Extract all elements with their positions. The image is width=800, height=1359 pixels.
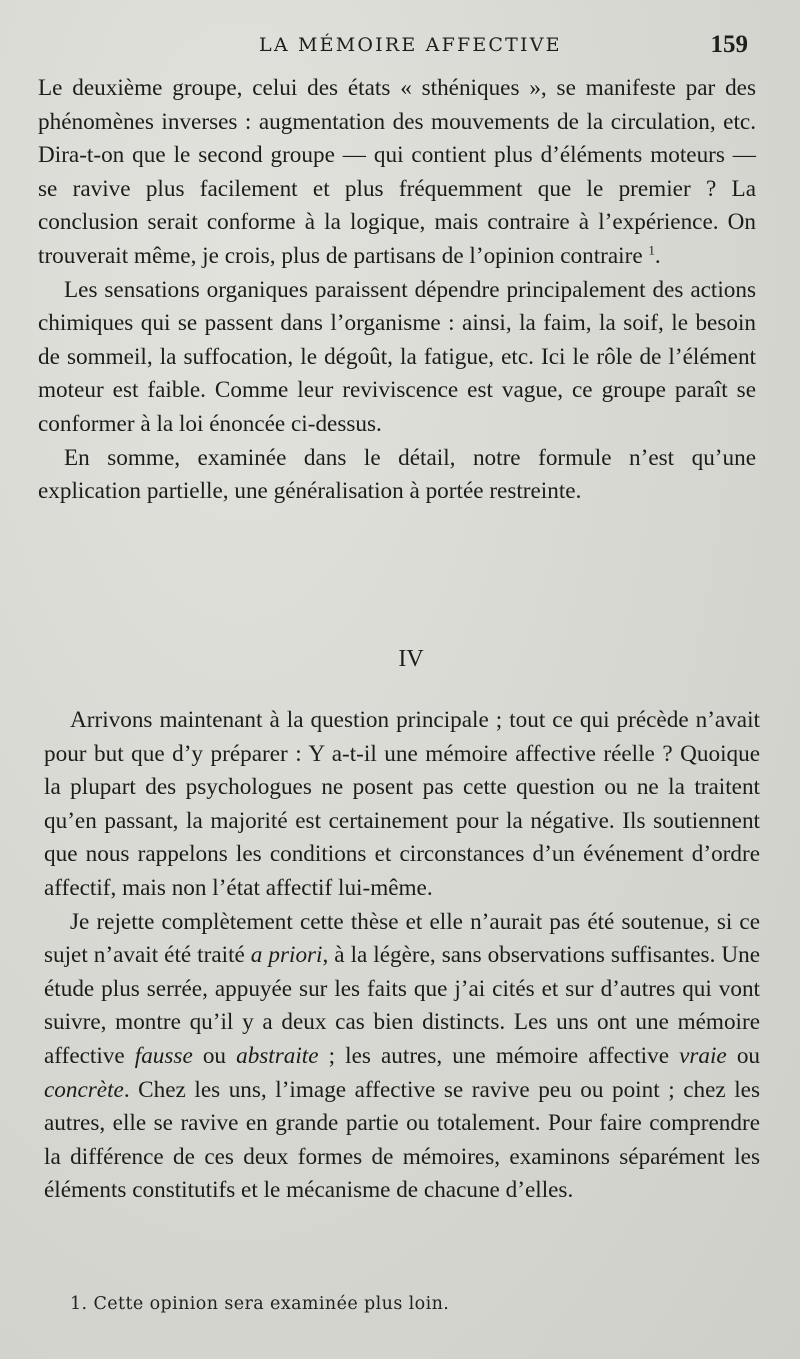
page-number: 159 bbox=[710, 31, 748, 58]
paragraph-thesis-rejection bbox=[44, 906, 760, 1208]
text-run: ou bbox=[726, 1042, 761, 1069]
text-block-top bbox=[38, 72, 756, 509]
section-heading: IV bbox=[398, 646, 424, 672]
italic-run: vraie bbox=[679, 1042, 727, 1069]
paragraph-text: Le deuxième groupe, celui des états « sthéniques », se manifeste par des phénomènes inverses : augmentation des mouvements de la circulation, etc. Dira-t-on que le second groupe — qui contient plus d’éléments moteurs — se ravive plus facilement et plus fréquemment que le premier ? La conclusion serait conforme à la logique, mais contraire à l’expérience. On trouverait même, je crois, plus de partisans de l’opinion contraire bbox=[38, 75, 756, 269]
paragraph-sthenic-states bbox=[38, 72, 756, 274]
running-head bbox=[0, 31, 800, 64]
text-run: ou bbox=[192, 1042, 237, 1069]
footnote: 1. Cette opinion sera examinée plus loin. bbox=[70, 1294, 450, 1314]
paragraph-organic-sensations: Les sensations organiques paraissent dépendre principalement des actions chimiques qui se passent dans l’organisme : ainsi, la faim, la soif, le besoin de sommeil, la suffocation, le dégoût, la fatigue, etc. Ici le rôle de l’élément moteur est faible. Comme leur reviviscence est vague, ce groupe paraît se conformer à la loi énoncée ci-dessus. bbox=[38, 276, 756, 437]
text-run: ; les autres, une mémoire affective bbox=[318, 1042, 680, 1069]
italic-run: abstraite bbox=[236, 1042, 319, 1069]
sentence-end: . bbox=[654, 242, 661, 269]
italic-run: concrète bbox=[44, 1076, 124, 1103]
italic-run: a priori bbox=[250, 942, 323, 969]
text-run: , à la légère, sans observations suffisantes. Une étude plus serrée, appuyée sur les faits que j’ai cités et sur d’autres qui vont suivre, montre qu’il y a deux cas bien distincts. Les uns ont une mémoire affective bbox=[44, 942, 760, 1069]
footnote-ref: 1 bbox=[648, 242, 655, 258]
paragraph-main-question: Arrivons maintenant à la question principale ; tout ce qui précède n’avait pour but que d’y préparer : Y a-t-il une mémoire affective réelle ? Quoique la plupart des psychologues ne posent pas cette question ou ne la traitent qu’en passant, la majorité est certainement pour la négative. Ils soutiennent que nous rappelons les conditions et circonstances d’un événement d’ordre affectif, mais non l’état affectif lui-même. bbox=[44, 707, 760, 901]
text-run: . Chez les uns, l’image affective se ravive peu ou point ; chez les autres, elle se ravive en grande partie ou totalement. Pour faire comprendre la différence de ces deux formes de mémoires, examinons séparément les éléments constitutifs et le mécanisme de chacune d’elles. bbox=[44, 1076, 760, 1204]
running-title: LA MÉMOIRE AFFECTIVE bbox=[259, 34, 562, 56]
text-block-bottom bbox=[44, 704, 760, 1208]
italic-run: fausse bbox=[134, 1042, 193, 1069]
text-run: Je rejette complètement cette thèse et elle n’aurait pas été soutenue, si ce sujet n’avait été traité bbox=[44, 908, 760, 969]
paragraph-summary: En somme, examinée dans le détail, notre formule n’est qu’une explication partielle, une généralisation à portée restreinte. bbox=[38, 444, 756, 505]
